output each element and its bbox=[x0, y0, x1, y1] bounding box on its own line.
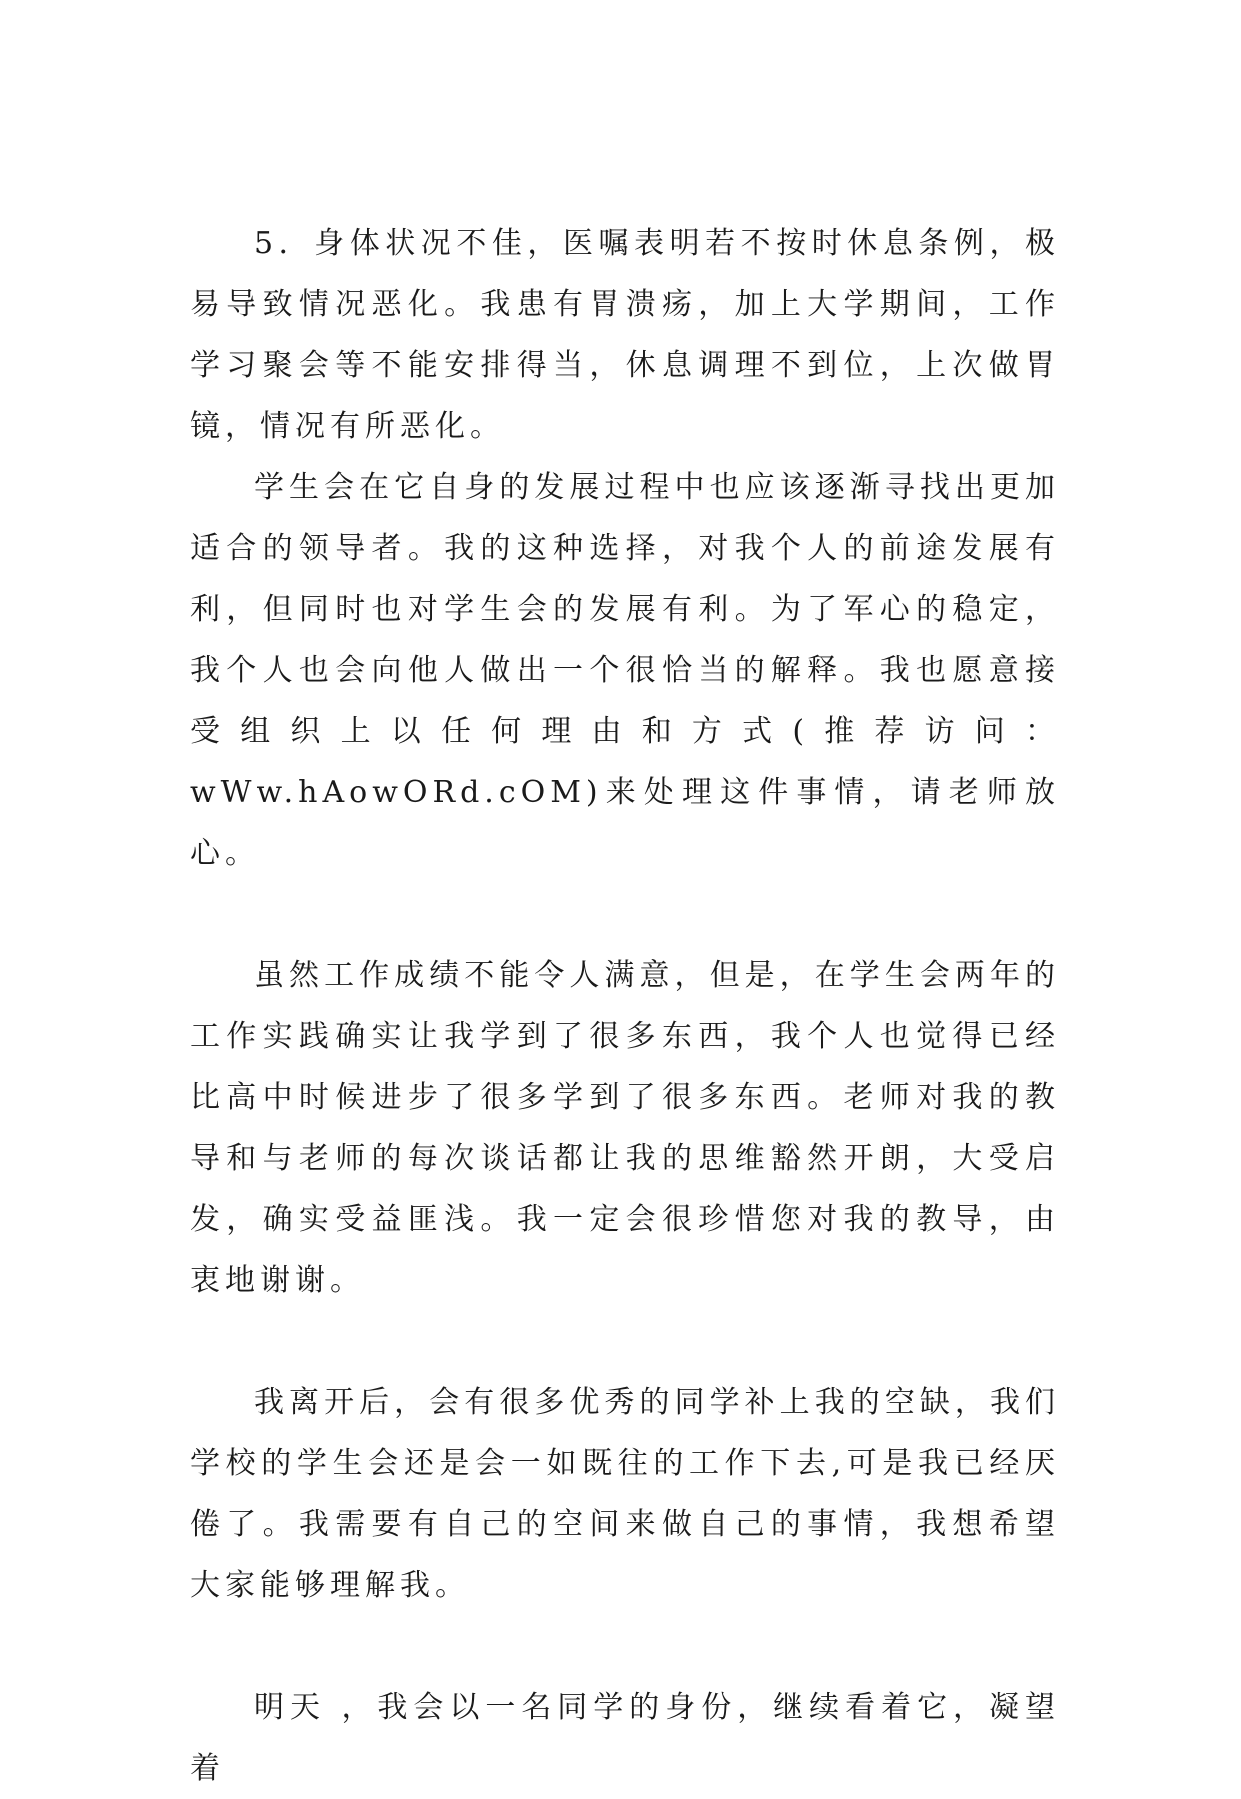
paragraph-spacer bbox=[190, 884, 1060, 945]
document-body bbox=[190, 213, 1060, 1799]
paragraph-leaving: 我离开后，会有很多优秀的同学补上我的空缺，我们学校的学生会还是会一如既往的工作下去,可是我已经厌倦了。我需要有自己的空间来做自己的事情，我想希望大家能够理解我。 bbox=[190, 1385, 1060, 1603]
paragraph-student-union: 学生会在它自身的发展过程中也应该逐渐寻找出更加适合的领导者。我的这种选择，对我个人的前途发展有利，但同时也对学生会的发展有利。为了军心的稳定，我个人也会向他人做出一个很恰当的解释。我也愿意接受组织上以任何理由和方式(推荐访问：wWw.hAowORd.cOM)来处理这件事情，请老师放心。 bbox=[190, 470, 1060, 871]
paragraph-tomorrow: 明天 ，我会以一名同学的身份，继续看着它，凝望着 bbox=[190, 1690, 1060, 1786]
paragraph-spacer bbox=[190, 1311, 1060, 1372]
paragraph-gratitude: 虽然工作成绩不能令人满意，但是，在学生会两年的工作实践确实让我学到了很多东西，我个人也觉得已经比高中时候进步了很多学到了很多东西。老师对我的教导和与老师的每次谈话都让我的思维豁然开朗，大受启发，确实受益匪浅。我一定会很珍惜您对我的教导，由衷地谢谢。 bbox=[190, 958, 1060, 1298]
paragraph-spacer bbox=[190, 1616, 1060, 1677]
paragraph-health: 5．身体状况不佳，医嘱表明若不按时休息条例，极易导致情况恶化。我患有胃溃疡，加上大学期间，工作学习聚会等不能安排得当，休息调理不到位，上次做胃镜，情况有所恶化。 bbox=[190, 226, 1060, 444]
